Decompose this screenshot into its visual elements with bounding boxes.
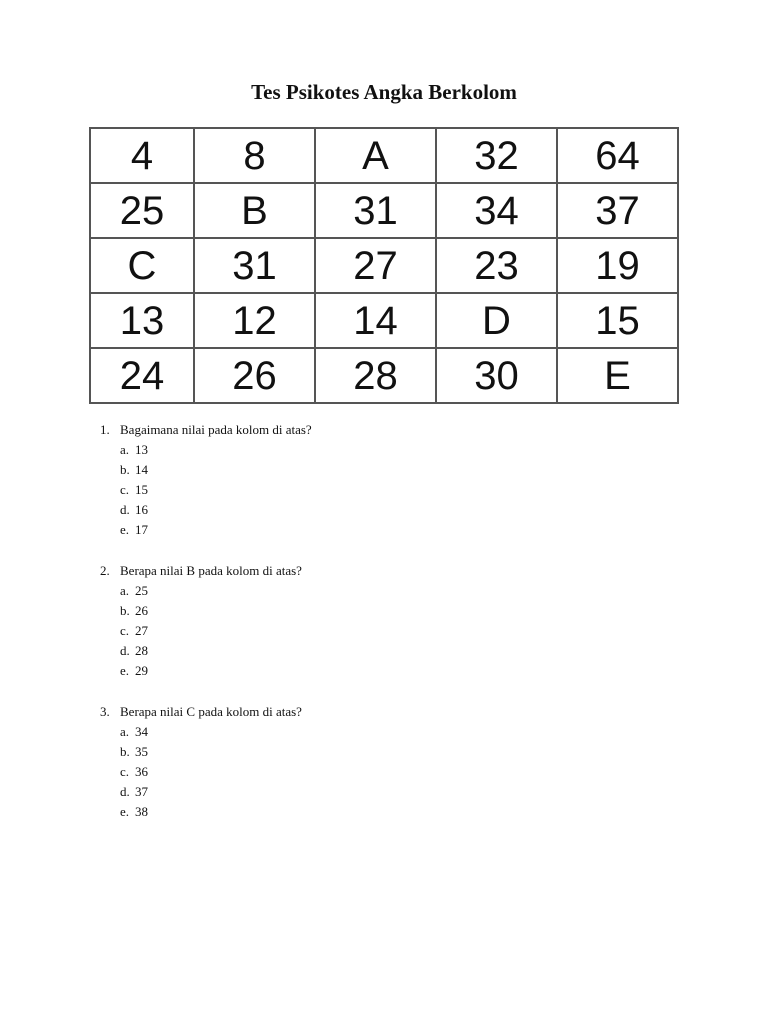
option-letter: e. [120, 804, 130, 819]
grid-row [90, 238, 678, 293]
grid-cell: D [436, 293, 557, 348]
option [120, 581, 660, 601]
question [100, 561, 660, 681]
grid-cell: 19 [557, 238, 678, 293]
question-line [100, 561, 660, 581]
grid-row [90, 293, 678, 348]
option-value: 35 [135, 744, 148, 759]
option-list [100, 581, 660, 681]
grid-cell: 25 [90, 183, 194, 238]
grid-cell: 12 [194, 293, 315, 348]
option-letter: d. [120, 502, 130, 517]
grid-cell: A [315, 128, 436, 183]
grid-cell: 30 [436, 348, 557, 403]
grid-cell: C [90, 238, 194, 293]
option-letter: a. [120, 583, 130, 598]
question-list [100, 420, 660, 843]
option-letter: a. [120, 442, 130, 457]
option [120, 440, 660, 460]
question [100, 420, 660, 540]
option-value: 25 [135, 583, 148, 598]
grid-cell: 37 [557, 183, 678, 238]
option-value: 28 [135, 643, 148, 658]
option-value: 29 [135, 663, 148, 678]
grid-cell: 23 [436, 238, 557, 293]
option [120, 500, 660, 520]
option-value: 26 [135, 603, 148, 618]
option-value: 17 [135, 522, 148, 537]
option [120, 782, 660, 802]
question-text: Berapa nilai B pada kolom di atas? [120, 563, 302, 578]
grid-cell: 31 [194, 238, 315, 293]
option-letter: c. [120, 764, 130, 779]
option-value: 34 [135, 724, 148, 739]
option [120, 722, 660, 742]
option-value: 38 [135, 804, 148, 819]
option [120, 621, 660, 641]
option-list [100, 722, 660, 822]
question-line [100, 702, 660, 722]
option-letter: e. [120, 663, 130, 678]
option-letter: a. [120, 724, 130, 739]
grid-cell: 27 [315, 238, 436, 293]
option-value: 16 [135, 502, 148, 517]
grid-cell: E [557, 348, 678, 403]
grid-cell: 26 [194, 348, 315, 403]
grid-cell: 31 [315, 183, 436, 238]
option-letter: d. [120, 643, 130, 658]
option [120, 661, 660, 681]
option-letter: b. [120, 462, 130, 477]
grid-cell: B [194, 183, 315, 238]
option [120, 641, 660, 661]
grid-cell: 13 [90, 293, 194, 348]
grid-cell: 64 [557, 128, 678, 183]
option-letter: d. [120, 784, 130, 799]
grid-cell: 28 [315, 348, 436, 403]
option-letter: c. [120, 482, 130, 497]
grid-cell: 15 [557, 293, 678, 348]
option [120, 601, 660, 621]
question [100, 702, 660, 822]
page-title: Tes Psikotes Angka Berkolom [251, 80, 517, 104]
option-value: 14 [135, 462, 148, 477]
option-value: 37 [135, 784, 148, 799]
grid-cell: 24 [90, 348, 194, 403]
grid-cell: 14 [315, 293, 436, 348]
option-letter: e. [120, 522, 130, 537]
option-letter: b. [120, 603, 130, 618]
option [120, 802, 660, 822]
grid-cell: 34 [436, 183, 557, 238]
grid-row [90, 128, 678, 183]
option [120, 480, 660, 500]
option [120, 742, 660, 762]
question-text: Bagaimana nilai pada kolom di atas? [120, 422, 312, 437]
option-value: 13 [135, 442, 148, 457]
grid-row [90, 348, 678, 403]
grid-cell: 32 [436, 128, 557, 183]
grid-cell: 4 [90, 128, 194, 183]
option-list [100, 440, 660, 540]
question-number: 1. [100, 422, 110, 437]
option-value: 27 [135, 623, 148, 638]
option [120, 762, 660, 782]
question-text: Berapa nilai C pada kolom di atas? [120, 704, 302, 719]
option-letter: c. [120, 623, 130, 638]
option-value: 15 [135, 482, 148, 497]
option [120, 460, 660, 480]
number-grid [89, 127, 679, 404]
question-line [100, 420, 660, 440]
grid-row [90, 183, 678, 238]
option-letter: b. [120, 744, 130, 759]
question-number: 2. [100, 563, 110, 578]
option [120, 520, 660, 540]
option-value: 36 [135, 764, 148, 779]
question-number: 3. [100, 704, 110, 719]
grid-cell: 8 [194, 128, 315, 183]
